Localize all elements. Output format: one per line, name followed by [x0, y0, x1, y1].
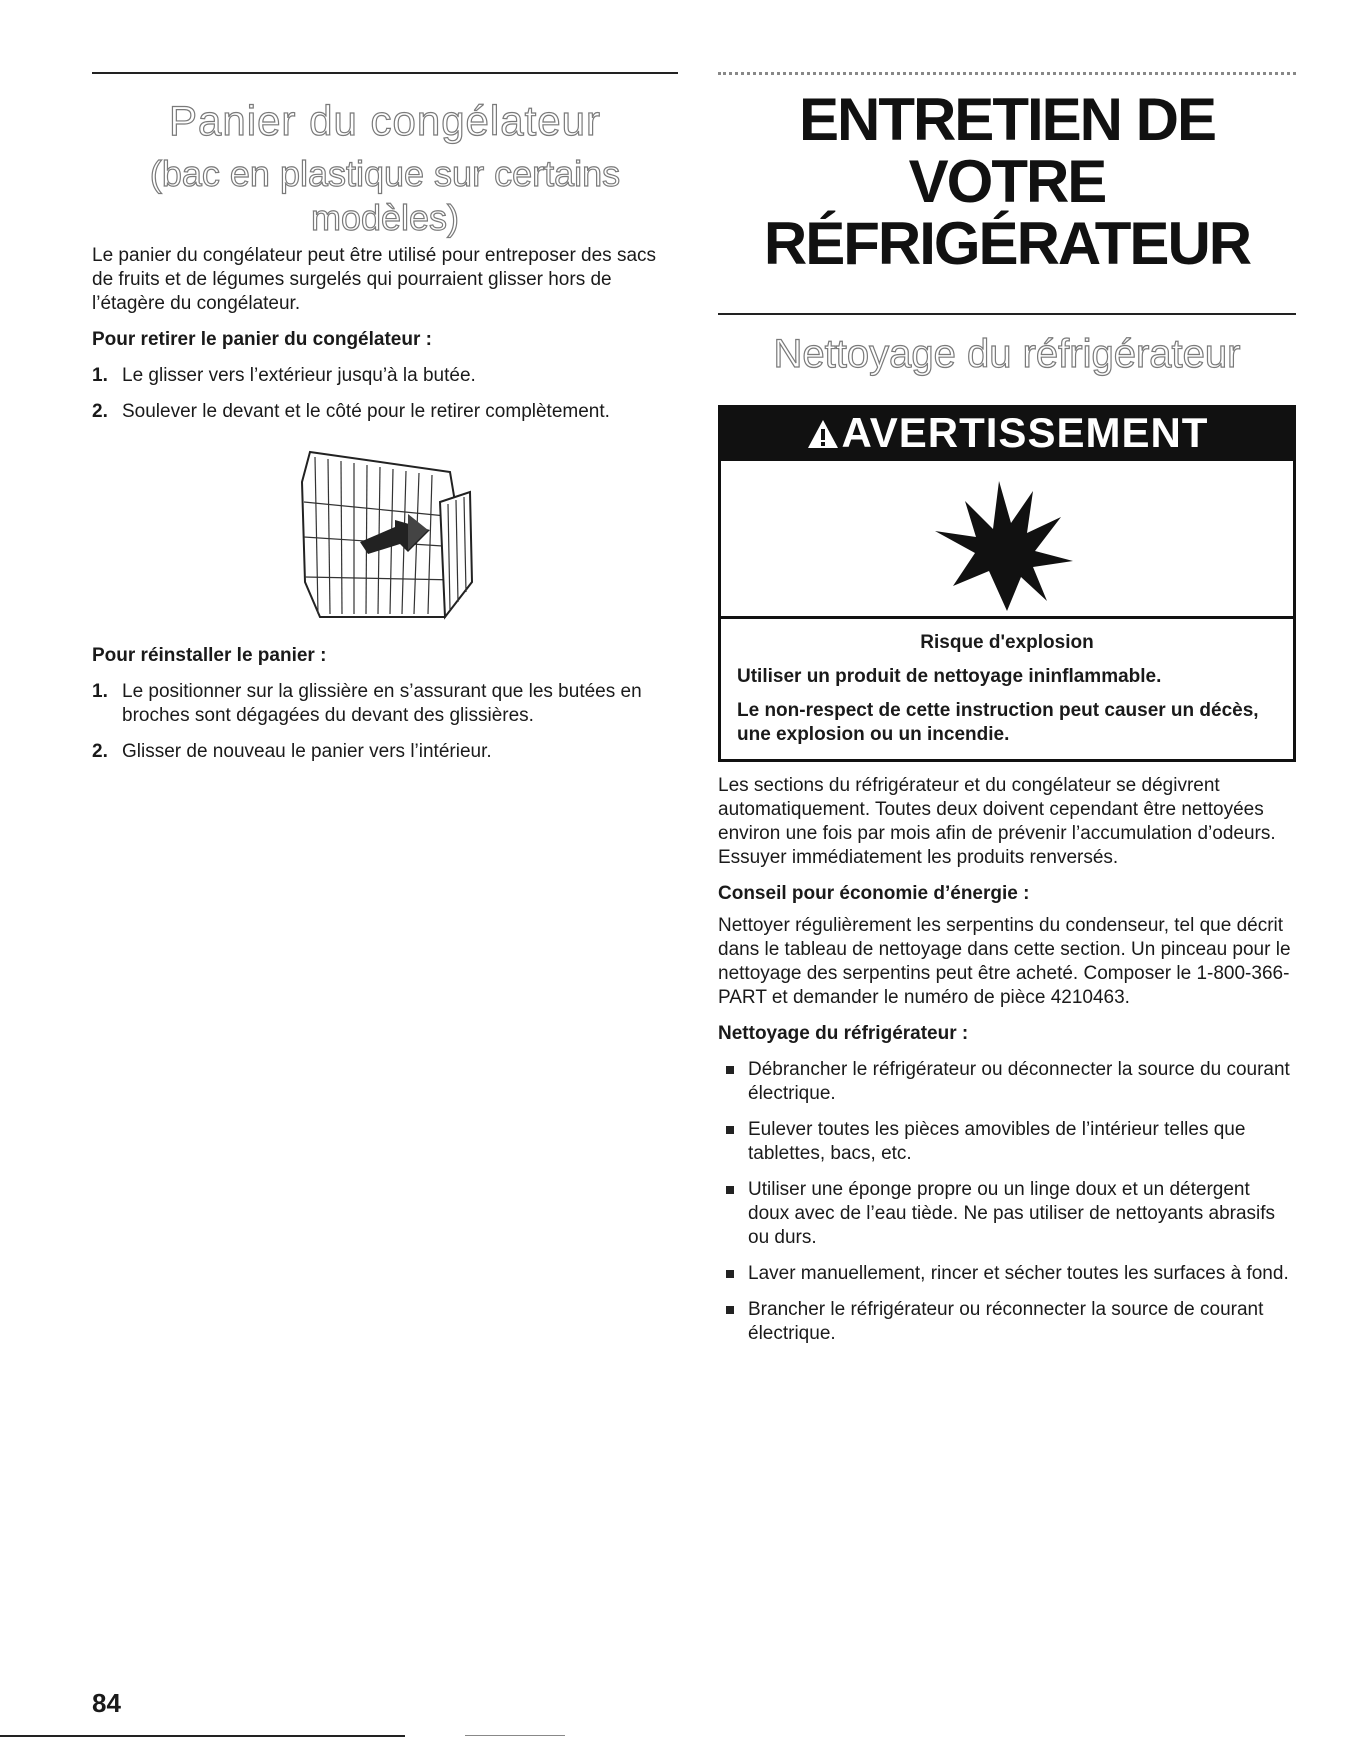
- warning-line-2: Le non-respect de cette instruction peut causer un décès, une explosion ou un incendie.: [737, 699, 1259, 745]
- warning-box: [718, 405, 1296, 762]
- freezer-basket-icon: [290, 442, 480, 632]
- top-dotted-rule: [718, 72, 1296, 75]
- list-item: Eulever toutes les pièces amovibles de l’intérieur telles que tablettes, bacs, etc.: [718, 1118, 1296, 1166]
- list-item: 1. Le glisser vers l’extérieur jusqu’à la butée.: [92, 365, 476, 386]
- list-item: 2. Glisser de nouveau le panier vers l’intérieur.: [92, 741, 492, 762]
- reinstall-steps: [92, 680, 678, 764]
- page-number: 84: [92, 1688, 121, 1718]
- warning-heading: Risque d'explosion: [920, 631, 1094, 653]
- explosion-pictogram: [721, 461, 1293, 619]
- title-rule: [718, 313, 1296, 315]
- basket-title: Panier du congélateur: [169, 97, 601, 144]
- remove-heading: Pour retirer le panier du congélateur :: [92, 329, 432, 350]
- list-item: 1. Le positionner sur la glissière en s’assurant que les butées en broches sont dégagées du devant des glissières.: [92, 681, 642, 726]
- list-item: Brancher le réfrigérateur ou réconnecter la source de courant électrique.: [718, 1298, 1296, 1346]
- basket-intro: Le panier du congélateur peut être utilisé pour entreposer des sacs de fruits et de légumes surgelés qui pourraient glisser hors de l’étagère du congélateur.: [92, 245, 657, 314]
- warning-line-1: Utiliser un produit de nettoyage ininflammable.: [737, 665, 1162, 687]
- explosion-icon: [721, 461, 1293, 616]
- list-item: Utiliser une éponge propre ou un linge doux et un détergent doux avec de l’eau tiède. Ne pas utiliser de nettoyants abrasifs ou durs.: [718, 1178, 1296, 1250]
- section-title: Nettoyage du réfrigérateur: [773, 332, 1241, 376]
- energy-text: Nettoyer régulièrement les serpentins du condenseur, tel que décrit dans le tableau de nettoyage dans cette section. Un pinceau pour le nettoyage des serpentins peut être acheté. Composer le 1-800-366-PART et demander le numéro de pièce 4210463.: [718, 914, 1291, 1008]
- warning-text: [721, 619, 1293, 759]
- left-column: [92, 72, 678, 764]
- top-rule: [92, 72, 678, 74]
- list-item: Laver manuellement, rincer et sécher toutes les surfaces à fond.: [718, 1262, 1296, 1286]
- cleaning-list: [718, 1058, 1296, 1346]
- footer-rule: [0, 1735, 405, 1737]
- energy-heading: Conseil pour économie d’énergie :: [718, 882, 1030, 904]
- list-item: Débrancher le réfrigérateur ou déconnecter la source du courant électrique.: [718, 1058, 1296, 1106]
- list-item: 2. Soulever le devant et le côté pour le retirer complètement.: [92, 401, 610, 422]
- reinstall-heading: Pour réinstaller le panier :: [92, 645, 327, 666]
- right-column: [718, 72, 1296, 1346]
- cleaning-heading: Nettoyage du réfrigérateur :: [718, 1022, 969, 1044]
- chapter-title: ENTRETIEN DE VOTRE RÉFRIGÉRATEUR: [763, 86, 1251, 277]
- basket-illustration: [92, 442, 678, 632]
- footer-rule: [465, 1735, 565, 1736]
- warning-banner: AVERTISSEMENT: [721, 408, 1293, 461]
- remove-steps: [92, 364, 678, 424]
- cleaning-intro: Les sections du réfrigérateur et du congélateur se dégivrent automatiquement. Toutes deux doivent cependant être nettoyées environ une fois par mois afin de prévenir l’accumulation d’odeurs. Essuyer immédiatement les produits renversés.: [718, 774, 1276, 868]
- basket-subtitle: (bac en plastique sur certains modèles): [149, 153, 621, 238]
- warning-triangle-icon: [806, 411, 840, 461]
